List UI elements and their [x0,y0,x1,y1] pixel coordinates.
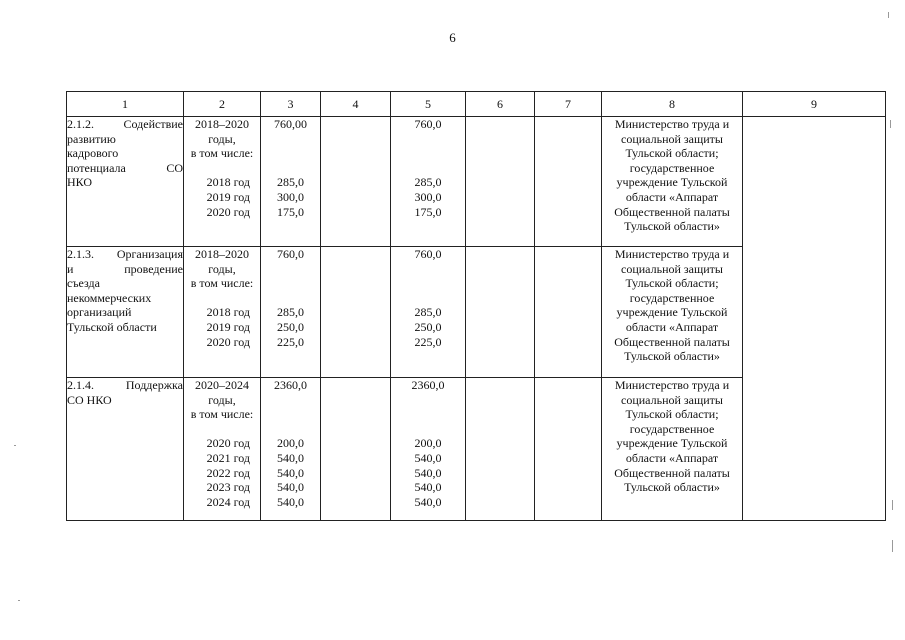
year-label: 2019 год [206,189,250,204]
period-range: 2018–2020 [195,117,249,131]
col7-cell [535,378,602,521]
period-cell [184,247,261,378]
col7-cell [535,247,602,378]
col3-value: 285,0 [277,175,304,190]
program-table [66,91,886,521]
col5-value: 540,0 [414,480,442,495]
period-text: в том числе: [190,146,254,161]
col5-cell [391,378,466,521]
col3-value: 250,0 [277,319,304,334]
measure-text: Тульской области [67,319,157,334]
executor-line: государственное [629,290,715,305]
col3-value: 285,0 [277,305,304,320]
col3-cell [261,378,321,521]
col3-total: 2360,0 [274,378,307,392]
col5-value: 300,0 [414,189,442,204]
header-cell: 1 [67,92,184,117]
measure-number: 2.1.4. [67,378,94,392]
col3-value: 540,0 [277,480,304,495]
measure-text: съезда [67,276,100,291]
year-label: 2023 год [206,480,250,495]
measure-text: развитию [67,131,116,146]
scan-mark [888,12,889,18]
col3-total: 760,00 [274,117,307,131]
executor-line: Тульской области» [624,480,720,495]
col7-cell [535,117,602,247]
measure-text: НКО [67,175,93,190]
col5-value: 540,0 [414,465,442,480]
year-label: 2020 год [206,204,250,219]
executor-line: социальной защиты [621,261,723,276]
measure-text: проведение [124,261,183,276]
header-cell: 8 [602,92,743,117]
col5-value: 285,0 [414,175,442,190]
measure-name-cell [67,378,184,521]
measure-text: и [67,261,74,276]
executor-line: учреждение Тульской [616,305,728,320]
col5-value: 175,0 [414,204,442,219]
year-label: 2019 год [206,319,250,334]
measure-text: Поддержка [125,378,183,392]
period-text: годы, [208,261,236,276]
header-cell: 2 [184,92,261,117]
measure-text: Организация [116,247,183,261]
header-cell: 3 [261,92,321,117]
executor-cell [602,247,743,378]
header-cell: 4 [321,92,391,117]
executor-cell [602,378,743,521]
executor-cell [602,117,743,247]
scan-mark [890,120,891,128]
col5-value: 540,0 [414,450,442,465]
col9-cell [743,117,886,521]
col5-cell [391,117,466,247]
col3-value: 540,0 [277,494,304,509]
period-text: в том числе: [190,276,254,291]
executor-line: Тульской области; [625,407,719,422]
executor-line: Министерство труда и [614,117,730,131]
measure-text: СО НКО [67,392,112,407]
period-cell [184,117,261,247]
table-row [67,117,886,247]
col4-cell [321,117,391,247]
measure-text: потенциала [67,160,126,175]
executor-line: Тульской области» [624,349,720,364]
scan-mark [18,600,20,601]
year-label: 2020 год [206,334,250,349]
executor-line: Общественной палаты [614,465,730,480]
year-label: 2024 год [206,494,250,509]
period-text: годы, [208,392,236,407]
executor-line: социальной защиты [621,392,723,407]
scan-mark [892,540,893,552]
col6-cell [466,117,535,247]
executor-line: Тульской области; [625,146,719,161]
period-cell [184,378,261,521]
col3-value: 300,0 [277,189,304,204]
measure-name-cell [67,247,184,378]
year-label: 2018 год [206,305,250,320]
header-row [67,92,886,117]
executor-line: области «Аппарат [625,450,719,465]
executor-line: области «Аппарат [625,189,719,204]
measure-text: некоммерческих [67,290,152,305]
col3-value: 225,0 [277,334,304,349]
scan-mark [892,500,893,510]
col3-value: 200,0 [277,436,304,451]
measure-text: СО [166,160,183,175]
year-label: 2018 год [206,175,250,190]
col3-cell [261,247,321,378]
period-range: 2020–2024 [195,378,249,392]
executor-line: Общественной палаты [614,204,730,219]
col5-value: 250,0 [414,319,442,334]
year-label: 2022 год [206,465,250,480]
executor-line: социальной защиты [621,131,723,146]
executor-line: учреждение Тульской [616,436,728,451]
executor-line: учреждение Тульской [616,175,728,190]
col3-total: 760,0 [277,247,304,261]
measure-text: Содействие [123,117,183,131]
col5-total: 2360,0 [411,378,445,392]
period-text: годы, [208,131,236,146]
measure-number: 2.1.3. [67,247,94,261]
measure-text: кадрового [67,146,119,161]
header-cell: 6 [466,92,535,117]
col5-cell [391,247,466,378]
measure-number: 2.1.2. [67,117,94,131]
executor-line: Тульской области» [624,219,720,234]
executor-line: Тульской области; [625,276,719,291]
executor-line: государственное [629,160,715,175]
col3-value: 540,0 [277,465,304,480]
executor-line: Министерство труда и [614,378,730,392]
header-cell: 5 [391,92,466,117]
executor-line: государственное [629,421,715,436]
year-label: 2020 год [206,436,250,451]
page-number: 6 [449,30,456,45]
col4-cell [321,247,391,378]
col5-value: 540,0 [414,494,442,509]
period-text: в том числе: [190,407,254,422]
header-cell: 7 [535,92,602,117]
col5-total: 760,0 [414,117,442,131]
col5-value: 225,0 [414,334,442,349]
col4-cell [321,378,391,521]
col3-cell [261,117,321,247]
col6-cell [466,378,535,521]
col5-value: 200,0 [414,436,442,451]
period-range: 2018–2020 [195,247,249,261]
executor-line: области «Аппарат [625,319,719,334]
header-cell: 9 [743,92,886,117]
col3-value: 175,0 [277,204,304,219]
measure-name-cell [67,117,184,247]
col3-value: 540,0 [277,450,304,465]
year-label: 2021 год [206,450,250,465]
measure-text: организаций [67,305,132,320]
col5-value: 285,0 [414,305,442,320]
scan-mark [14,445,16,446]
col5-total: 760,0 [414,247,442,261]
executor-line: Министерство труда и [614,247,730,261]
executor-line: Общественной палаты [614,334,730,349]
col6-cell [466,247,535,378]
